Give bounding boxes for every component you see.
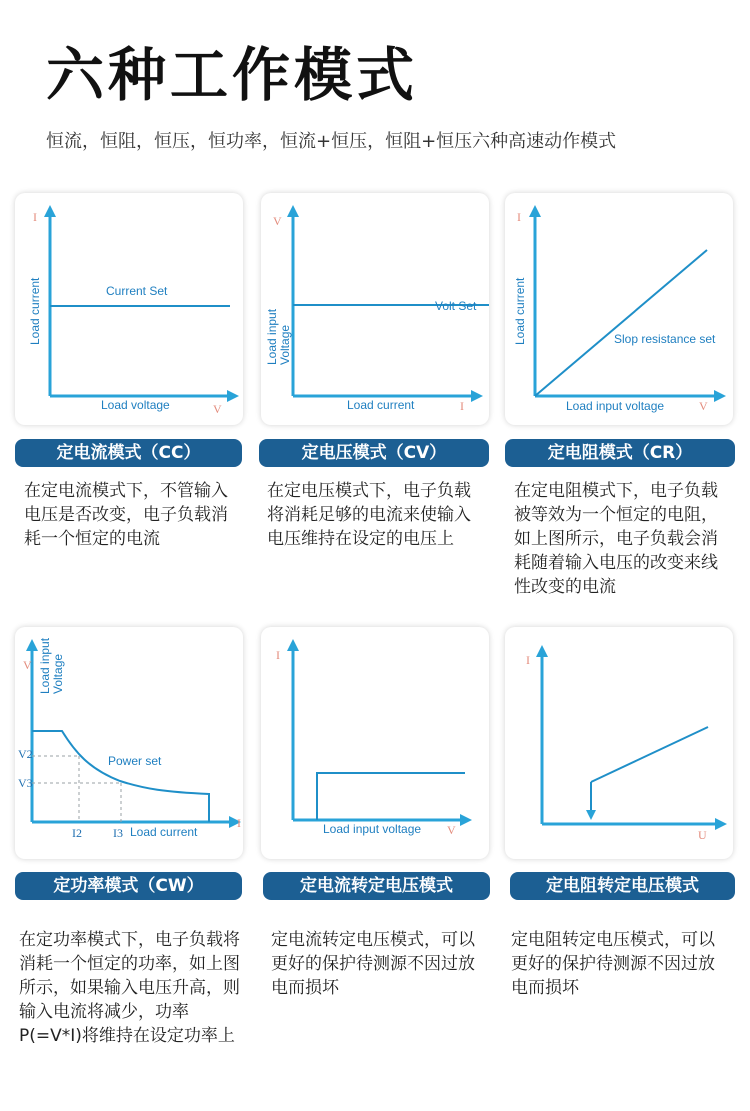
- x-axis-label: Load voltage: [101, 398, 170, 412]
- badge-cr-cv: 定电阻转定电压模式: [510, 872, 735, 900]
- y-axis-label: Load current: [513, 277, 527, 345]
- desc-cc: 在定电流模式下，不管输入电压是否改变，电子负载消耗一个恒定的电流: [24, 481, 228, 549]
- desc-cw: 在定功率模式下，电子负载将消耗一个恒定的功率，如上图所示，如果输入电压升高，则输入电流将减少，功率P(=V*I)将维持在设定功率上: [19, 930, 240, 1046]
- desc-cv: 在定电压模式下，电子负载将消耗足够的电流来使输入电压维持在设定的电压上: [267, 481, 471, 549]
- page-subtitle: 恒流，恒阻，恒压，恒功率，恒流+恒压，恒阻+恒压六种高速动作模式: [46, 131, 617, 152]
- y-axis-letter: I: [276, 648, 280, 662]
- badge-cc-cv: 定电流转定电压模式: [263, 872, 490, 900]
- desc-cr-cv: 定电阻转定电压模式，可以更好的保护待测源不因过放电而损坏: [511, 930, 715, 998]
- page-title: 六种工作模式: [46, 41, 419, 109]
- desc-cr: 在定电阻模式下，电子负载被等效为一个恒定的电阻，如上图所示，电子负载会消耗随着输入电压的改变来线性改变的电流: [514, 481, 718, 597]
- badge-cv: 定电压模式（CV）: [259, 439, 489, 467]
- curve-annotation: Power set: [108, 754, 162, 768]
- tick-v2: V2: [18, 747, 33, 761]
- x-axis-letter: V: [213, 402, 222, 416]
- desc-cc-cv: 定电流转定电压模式，可以更好的保护待测源不因过放电而损坏: [271, 930, 475, 998]
- graph-card-cv: [261, 193, 489, 425]
- curve-annotation: Volt Set: [435, 299, 477, 313]
- y-axis-label-line2: Voltage: [278, 324, 292, 365]
- x-axis-label: Load input voltage: [566, 399, 665, 413]
- y-axis-label: Load current: [28, 277, 42, 345]
- badge-cw: 定功率模式（CW）: [15, 872, 242, 900]
- y-axis-letter: V: [23, 658, 32, 672]
- badge-cc: 定电流模式（CC）: [15, 439, 242, 467]
- x-axis-label: Load current: [347, 398, 415, 412]
- curve-annotation: Slop resistance set: [614, 332, 716, 346]
- graph-card-cc: [15, 193, 243, 425]
- graph-card-cc-cv: [261, 627, 489, 859]
- x-axis-label: Load current: [130, 825, 198, 839]
- x-axis-letter: U: [698, 828, 707, 842]
- graph-card-cr: [505, 193, 733, 425]
- y-axis-label-line2: Voltage: [51, 653, 65, 694]
- x-axis-letter: I: [237, 816, 241, 830]
- y-axis-letter: V: [273, 214, 282, 228]
- graph-card-cr-cv: [505, 627, 733, 859]
- y-axis-letter: I: [526, 653, 530, 667]
- x-axis-letter: V: [699, 399, 708, 413]
- resistance-slope-line: [535, 250, 707, 396]
- tick-i3: I3: [113, 826, 123, 840]
- x-axis-letter: I: [460, 399, 464, 413]
- resistance-segment: [591, 727, 708, 782]
- curve-annotation: Current Set: [106, 284, 168, 298]
- x-axis-letter: V: [447, 823, 456, 837]
- y-axis-letter: I: [517, 210, 521, 224]
- y-axis-letter: I: [33, 210, 37, 224]
- graph-card-cw: [15, 627, 243, 859]
- tick-v3: V3: [18, 776, 33, 790]
- tick-i2: I2: [72, 826, 82, 840]
- x-axis-label: Load input voltage: [323, 822, 422, 836]
- y-axis-label-line1: Load input: [265, 308, 279, 365]
- y-axis-label-line1: Load input: [38, 637, 52, 694]
- badge-cr: 定电阻模式（CR）: [505, 439, 735, 467]
- cc-cv-transition-line: [317, 773, 465, 820]
